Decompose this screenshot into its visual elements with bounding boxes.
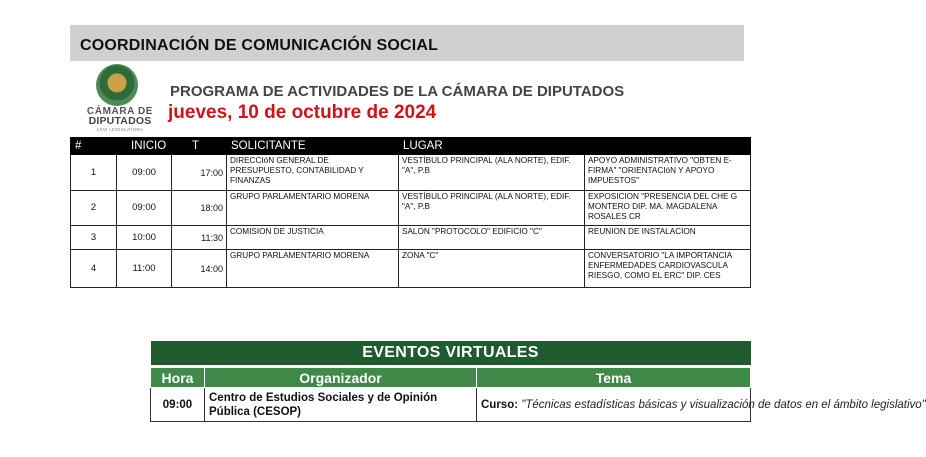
virtual-events-band [151, 341, 751, 367]
virtual-events-title: EVENTOS VIRTUALES [151, 341, 751, 367]
program-title: PROGRAMA DE ACTIVIDADES DE LA CÁMARA DE DIPUTADOS [170, 83, 625, 100]
row-lugar: SALON "PROTOCOLO" EDIFICIO "C" [399, 226, 585, 250]
col-number: # [71, 138, 117, 155]
col-tema: Tema [477, 367, 751, 388]
row-termino: 18:00 [172, 191, 227, 226]
col-solicitante: SOLICITANTE [227, 138, 399, 155]
row-inicio: 09:00 [117, 191, 172, 226]
col-lugar: LUGAR [399, 138, 585, 155]
col-hora: Hora [151, 367, 205, 388]
row-number: 2 [71, 191, 117, 226]
event-tema-label: Curso: [481, 398, 519, 411]
table-row [71, 226, 751, 250]
col-inicio: INICIO [117, 138, 172, 155]
table-row [71, 155, 751, 191]
activities-header-row [71, 138, 751, 155]
row-actividad: REUNION DE INSTALACION [585, 226, 751, 250]
table-row [151, 388, 751, 422]
program-date: jueves, 10 de octubre de 2024 [168, 102, 437, 123]
row-number: 1 [71, 155, 117, 191]
row-actividad: CONVERSATORIO "LA IMPORTANCIA ENFERMEDADES CARDIOVASCULA RIESGO, COMO EL ERC" DIP. CES [585, 250, 751, 288]
row-solicitante: GRUPO PARLAMENTARIO MORENA [227, 191, 399, 226]
virtual-events-header-row [151, 367, 751, 388]
virtual-events-table [150, 341, 926, 422]
event-hora: 09:00 [151, 388, 205, 422]
table-row [71, 191, 751, 226]
row-lugar: VESTÍBULO PRINCIPAL (ALA NORTE), EDIF. "A", P.B [399, 155, 585, 191]
logo-text-3: LXVI LEGISLATURA [96, 127, 144, 132]
event-tema [477, 388, 926, 422]
row-solicitante: COMISION DE JUSTICIA [227, 226, 399, 250]
row-solicitante: DIRECCIóN GENERAL DE PRESUPUESTO, CONTABILIDAD Y FINANZAS [227, 155, 399, 191]
col-termino: T [172, 138, 227, 155]
row-termino: 14:00 [172, 250, 227, 288]
activities-table [70, 137, 751, 288]
row-solicitante: GRUPO PARLAMENTARIO MORENA [227, 250, 399, 288]
row-inicio: 10:00 [117, 226, 172, 250]
row-actividad: EXPOSICION "PRESENCIA DEL CHE G MONTERO DIP. MA. MAGDALENA ROSALES CR [585, 191, 751, 226]
row-lugar: VESTÍBULO PRINCIPAL (ALA NORTE), EDIF. "A", P.B [399, 191, 585, 226]
row-inicio: 09:00 [117, 155, 172, 191]
col-actividad [585, 138, 751, 155]
emblem-icon [96, 64, 138, 106]
row-inicio: 11:00 [117, 250, 172, 288]
logo-text-2: DIPUTADOS [88, 115, 152, 127]
logo-text-1: CÁMARA DE [86, 106, 154, 117]
coordination-title: COORDINACIÓN DE COMUNICACIÓN SOCIAL [80, 37, 439, 54]
event-tema-text: "Técnicas estadísticas básicas y visualización de datos en el ámbito legislativo" [521, 398, 926, 411]
row-termino: 17:00 [172, 155, 227, 191]
row-actividad: APOYO ADMINISTRATIVO "OBTEN E-FIRMA" "ORIENTACIóN Y APOYO IMPUESTOS" [585, 155, 751, 191]
camara-logo [82, 64, 158, 130]
table-row [71, 250, 751, 288]
row-number: 4 [71, 250, 117, 288]
col-organizador: Organizador [205, 367, 477, 388]
row-lugar: ZONA "C" [399, 250, 585, 288]
row-number: 3 [71, 226, 117, 250]
event-organizador: Centro de Estudios Sociales y de Opinión Pública (CESOP) [205, 388, 477, 422]
row-termino: 11:30 [172, 226, 227, 250]
